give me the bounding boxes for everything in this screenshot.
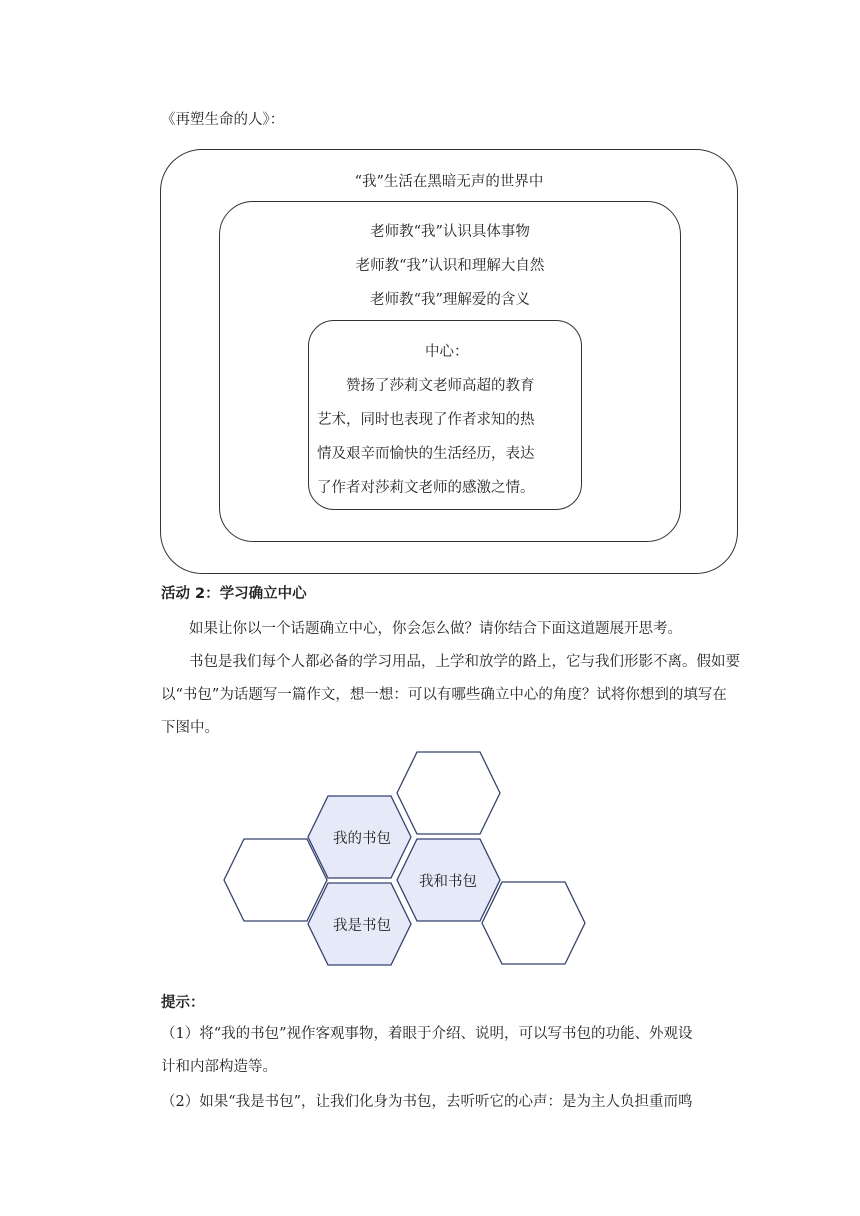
hexagon-label-i-am-bag: 我是书包 bbox=[333, 918, 391, 934]
hexagon-label-me-and-bag: 我和书包 bbox=[419, 874, 477, 890]
activity-para-2-line-2: 以“书包”为话题写一篇作文，想一想：可以有哪些确立中心的角度？试将你想到的填写在 bbox=[161, 687, 727, 703]
middle-box-line-2: 老师教“我”认识和理解大自然 bbox=[355, 258, 545, 274]
hexagon-empty-top bbox=[397, 752, 500, 834]
inner-box-title: 中心： bbox=[425, 344, 469, 360]
hint-2-line-1: （2）如果“我是书包”，让我们化身为书包，去听听它的心声：是为主人负担重而鸣 bbox=[161, 1094, 693, 1110]
hexagon-empty-left bbox=[224, 839, 327, 921]
section-heading: 《再塑生命的人》： bbox=[161, 112, 285, 128]
hexagon-label-my-bag: 我的书包 bbox=[333, 831, 391, 847]
inner-box-line-4: 了作者对莎莉文老师的感激之情。 bbox=[317, 480, 535, 496]
middle-box-line-1: 老师教“我”认识具体事物 bbox=[370, 224, 530, 240]
outer-box-text: “我”生活在黑暗无声的世界中 bbox=[354, 174, 544, 190]
inner-box-line-3: 情及艰辛而愉快的生活经历，表达 bbox=[317, 446, 535, 462]
hint-1-line-1: （1）将“我的书包”视作客观事物，着眼于介绍、说明，可以写书包的功能、外观设 bbox=[161, 1026, 693, 1042]
activity-para-1: 如果让你以一个话题确立中心，你会怎么做？请你结合下面这道题展开思考。 bbox=[189, 621, 682, 637]
inner-box-line-1: 赞扬了莎莉文老师高超的教育 bbox=[346, 378, 535, 394]
middle-box-line-3: 老师教“我”理解爱的含义 bbox=[370, 292, 530, 308]
activity-title: 活动 2：学习确立中心 bbox=[161, 586, 307, 602]
hints-title: 提示： bbox=[161, 995, 205, 1011]
activity-para-2-line-1: 书包是我们每个人都必备的学习用品，上学和放学的路上，它与我们形影不离。假如要 bbox=[189, 654, 740, 670]
hexagon-empty-right bbox=[482, 882, 585, 964]
activity-para-2-line-3: 下图中。 bbox=[161, 720, 219, 736]
inner-box-line-2: 艺术，同时也表现了作者求知的热 bbox=[317, 412, 535, 428]
hint-1-line-2: 计和内部构造等。 bbox=[161, 1059, 277, 1075]
